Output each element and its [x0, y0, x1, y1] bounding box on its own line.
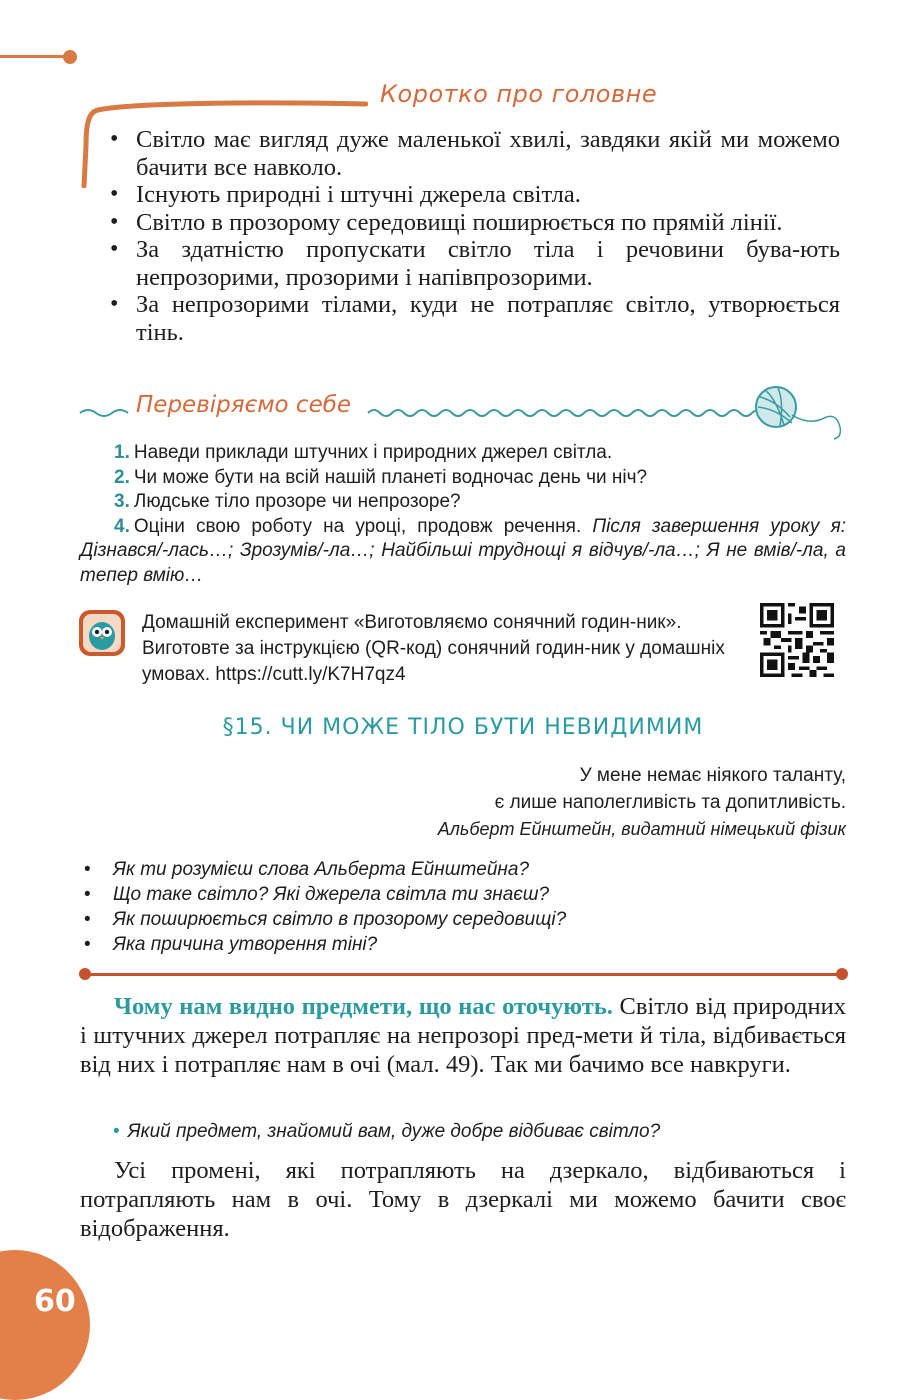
- questions-block: [80, 441, 846, 588]
- question-item: [80, 490, 846, 515]
- inline-question: [113, 1121, 660, 1143]
- question-text: Людське тіло прозоре чи непрозоре?: [133, 491, 461, 512]
- question-number: 3.: [114, 491, 130, 512]
- question-prompt-italic: Після завершення уроку я: Дізнався/-лась…; Зрозумів/-ла…; Найбільші труднощі я відчув/-ла…; Я не вмів/-ла, а тепер вмію…: [80, 515, 846, 586]
- question-text: Оціни свою роботу на уроці, продовж речення.: [133, 515, 582, 537]
- warmup-item: • Як ти розумієш слова Альберта Ейнштейна?: [80, 857, 840, 882]
- top-decor-dot: [63, 50, 77, 64]
- bullet-icon: •: [113, 1121, 120, 1142]
- epigraph-line: У мене немає ніякого таланту,: [579, 765, 846, 786]
- page-number-badge: [0, 1250, 90, 1400]
- paragraph-text: Світло від природних і штучних джерел потрапляє на непрозорі пред-мети й тіла, відбивається від них і потрапляє нам в очі (мал. 49). Так ми бачимо все навкруги.: [80, 993, 847, 1078]
- question-item: [80, 441, 846, 466]
- question-item: [80, 515, 846, 589]
- summary-item: • За здатністю пропускати світло тіла і речовини бува-ють непрозорими, прозорими і напівпрозорими.: [108, 236, 840, 291]
- warmup-questions: [80, 857, 840, 957]
- owl-icon: [78, 609, 126, 657]
- page-number: 60: [34, 1284, 76, 1319]
- summary-heading: Коротко про головне: [380, 80, 658, 108]
- epigraph: [300, 762, 846, 843]
- section-title: §15. ЧИ МОЖЕ ТІЛО БУТИ НЕВИДИМИМ: [222, 715, 704, 740]
- body-paragraph: [80, 992, 846, 1079]
- question-number: 4.: [114, 515, 130, 537]
- warmup-item: • Що таке світло? Які джерела світла ти знаєш?: [80, 882, 840, 907]
- summary-item: • Світло має вигляд дуже маленької хвилі, завдяки якій ми можемо бачити все навколо.: [108, 126, 840, 181]
- question-number: 1.: [114, 442, 130, 463]
- divider-dot-right: [836, 968, 848, 980]
- summary-list: [108, 126, 840, 346]
- summary-item: • Існують природні і штучні джерела світла.: [108, 181, 840, 209]
- question-text: Наведи приклади штучних і природних джерел світла.: [133, 442, 613, 463]
- homework-text: Домашній експеримент «Виготовляємо сонячний годин-ник». Виготовте за інструкцією (QR-код) сонячний годин-ник у домашніх умовах. https://cutt.ly/K7H7qz4: [142, 612, 725, 685]
- question-number: 2.: [114, 466, 130, 488]
- inline-question-text: Який предмет, знайомий вам, дуже добре відбиває світло?: [127, 1121, 661, 1142]
- summary-item: • Світло в прозорому середовищі поширюється по прямій лінії.: [108, 209, 840, 237]
- warmup-item: • Як поширюється світло в прозорому середовищі?: [80, 907, 840, 932]
- top-decor-rule: [0, 55, 68, 58]
- qr-code[interactable]: [760, 603, 834, 677]
- paragraph-lead: Чому нам видно предмети, що нас оточують.: [114, 993, 613, 1020]
- section-divider: [84, 973, 843, 976]
- check-yourself-heading: Перевіряємо себе: [136, 392, 352, 418]
- divider-dot-left: [79, 968, 91, 980]
- epigraph-line: є лише наполегливість та допитливість.: [494, 792, 846, 813]
- question-item: [80, 466, 846, 491]
- epigraph-author: Альберт Ейнштейн, видатний німецький фізик: [437, 819, 846, 839]
- warmup-item: • Яка причина утворення тіні?: [80, 932, 840, 957]
- body-paragraph: Усі промені, які потрапляють на дзеркало, відбиваються і потрапляють нам в очі. Тому в дзеркалі ми можемо бачити своє відображення.: [80, 1157, 846, 1242]
- question-text: Чи може бути на всій нашій планеті водночас день чи ніч?: [133, 466, 648, 488]
- summary-item: • За непрозорими тілами, куди не потрапляє світло, утворюється тінь.: [108, 291, 840, 346]
